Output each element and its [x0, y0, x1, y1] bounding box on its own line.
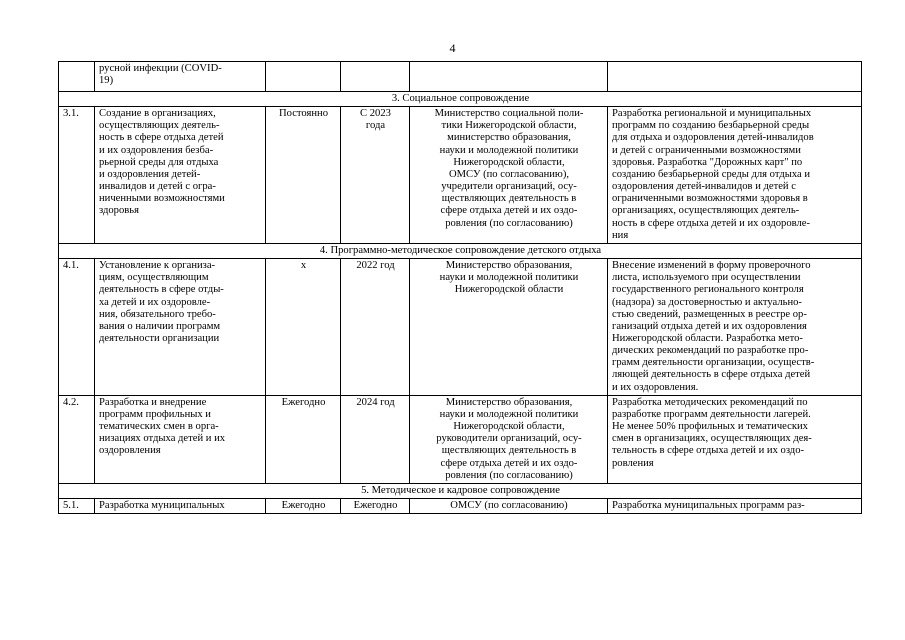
section-row: [59, 483, 862, 498]
table-row: [59, 499, 862, 514]
event-cell: [95, 499, 266, 514]
executor-cell: [410, 259, 608, 396]
result-cell: [608, 62, 862, 92]
table-row: [59, 395, 862, 483]
event-text: Разработка муниципальных: [99, 500, 225, 511]
year-cell: Ежегодно: [341, 499, 410, 514]
section-row: [59, 92, 862, 107]
section-title: 3. Социальное сопровождение: [59, 92, 862, 107]
term-cell: Ежегодно: [266, 499, 341, 514]
event-cell: [95, 395, 266, 483]
year-cell: 2024 год: [341, 395, 410, 483]
term-cell: х: [266, 259, 341, 396]
result-cell: [608, 395, 862, 483]
row-number: [59, 62, 95, 92]
term-cell: Ежегодно: [266, 395, 341, 483]
executor-cell: ОМСУ (по согласованию): [410, 499, 608, 514]
event-text: Установление к организа- циям, осуществляющим деятельность в сфере отды- ха детей и их оздоровле- ния, обязательного требо- вания о наличии программ деятельности организации: [99, 260, 224, 344]
year-cell: [341, 107, 410, 244]
result-cell: Разработка муниципальных программ раз-: [608, 499, 862, 514]
row-number: 4.1.: [59, 259, 95, 396]
event-text: русной инфекции (COVID- 19): [99, 63, 222, 87]
executor-text: Министерство образования, науки и молодежной политики Нижегородской области: [439, 260, 579, 296]
page-number: 4: [449, 41, 456, 55]
table-row: [59, 62, 862, 92]
measures-table: [58, 61, 862, 514]
section-row: [59, 243, 862, 258]
table-row: [59, 259, 862, 396]
executor-cell: [410, 107, 608, 244]
result-text: Внесение изменений в форму проверочного листа, используемого при осуществлении государственного регионального контроля (надзора) за достоверностью и актуально- стью сведений, размещенных в реестре ор- ганизаций отдыха детей и их оздоровления Нижегородской области. Разработка мето- дических рекомендаций по разработке про- грамм деятельности организации, осуществ- ляющей деятельность в сфере отдыха детей и их оздоровления.: [612, 260, 815, 393]
row-number: 3.1.: [59, 107, 95, 244]
executor-text: Министерство образования, науки и молодежной политики Нижегородской области, руководители организаций, осу- ществляющих деятельность в сфере отдыха детей и их оздо- ровления (по согласованию): [436, 396, 582, 481]
executor-text: Министерство социальной поли- тики Нижегородской области, министерство образования, науки и молодежной политики Нижегородской области, ОМСУ (по согласованию), учредители организаций, осу- ществляющих деятельность в сфере отдыха детей и их оздо- ровления (по согласованию): [434, 108, 584, 229]
executor-cell: [410, 395, 608, 483]
result-cell: [608, 259, 862, 396]
event-text: Создание в организациях, осуществляющих деятель- ность в сфере отдыха детей и их оздоровления безба- рьерной среды для отдыха и оздоровления детей- инвалидов и детей с огра- ниченными возможностями здоровья: [99, 108, 225, 217]
year-cell: 2022 год: [341, 259, 410, 396]
section-title: 5. Методическое и кадровое сопровождение: [59, 483, 862, 498]
term-cell: Постоянно: [266, 107, 341, 244]
result-cell: [608, 107, 862, 244]
executor-cell: [410, 62, 608, 92]
year-text: С 2023 года: [360, 108, 391, 132]
event-text: Разработка и внедрение программ профильных и тематических смен в орга- низациях отдыха детей и их оздоровления: [99, 396, 226, 457]
section-title: 4. Программно-методическое сопровождение детского отдыха: [59, 243, 862, 258]
row-number: 4.2.: [59, 395, 95, 483]
year-cell: [341, 62, 410, 92]
event-cell: [95, 62, 266, 92]
term-cell: [266, 62, 341, 92]
table-row: [59, 107, 862, 244]
event-cell: [95, 107, 266, 244]
result-text: Разработка региональной и муниципальных программ по созданию безбарьерной среды для отдыха и оздоровления детей-инвалидов и детей с ограниченными возможностями здоровья. Разработка "Дорожных карт" по созданию безбарьерной среды для отдыха и оздоровления детей-инвалидов и детей с ограниченными возможностями здоровья в организациях, осуществляющих деятель- ность в сфере отдыха детей и их оздоровле- ния: [612, 108, 814, 241]
event-cell: [95, 259, 266, 396]
row-number: 5.1.: [59, 499, 95, 514]
result-text: Разработка методических рекомендаций по разработке программ деятельности лагерей. Не менее 50% профильных и тематических смен в организациях, осуществляющих дея- тельность в сфере отдыха детей и их оздо- ровления: [612, 396, 812, 469]
